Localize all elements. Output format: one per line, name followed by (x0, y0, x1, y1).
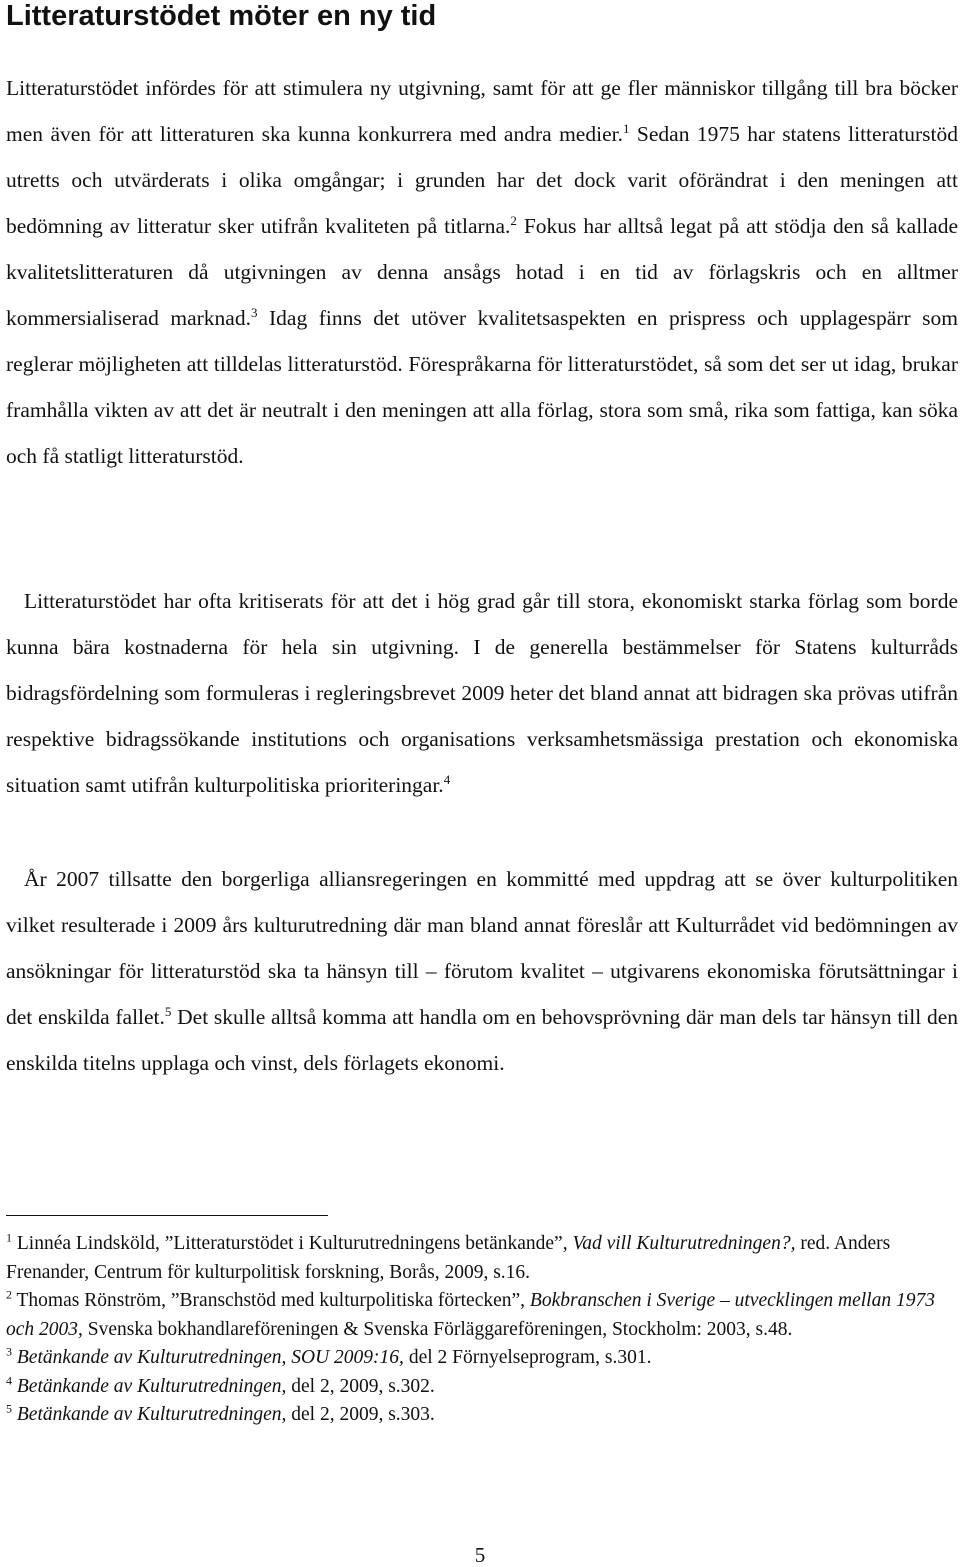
footnote-reference-2: 2 (510, 212, 517, 228)
footnotes (6, 1230, 946, 1430)
footnote-title: Vad vill Kulturutredningen?, (572, 1233, 796, 1254)
footnote-title: Betänkande av Kulturutredningen, (16, 1375, 287, 1397)
footnote-number: 2 (6, 1287, 12, 1302)
paragraph-text: Litteraturstödet infördes för att stimulera ny utgivning, samt för att ge fler människor tillgång till bra böcker men även för att litteraturen ska kunna konkurrera med andra medier. (6, 76, 958, 146)
footnote-reference-3: 3 (250, 304, 258, 320)
section-heading: Litteraturstödet möter en ny tid (6, 0, 437, 32)
footnote-text: Linnéa Lindsköld, ”Litteraturstödet i Kulturutredningens betänkande”, (12, 1233, 573, 1254)
page-number: 5 (474, 1543, 486, 1567)
footnote-title: Bokbranschen i Sverige – utvecklingen mellan 1973 och 2003, (6, 1290, 935, 1340)
paragraph-text: Litteraturstödet har ofta kritiserats för att det i hög grad går till stora, ekonomiskt starka förlag som borde kunna bära kostnaderna för hela sin utgivning. I de generella bestämmelser för Statens kulturråds bidragsfördelning som formuleras i regleringsbrevet 2009 heter det bland annat att bidragen ska prövas utifrån respektive bidragssökande institutions och organisations verksamhetsmässiga prestation och ekonomiska situation samt utifrån kulturpolitiska prioriteringar. (6, 589, 958, 797)
footnote-3 (6, 1344, 946, 1373)
footnote-1 (6, 1230, 946, 1287)
footnote-title: Betänkande av Kulturutredningen, (16, 1404, 287, 1425)
footnote-text: del 2, 2009, s.303. (286, 1404, 435, 1425)
footnote-text: red. Anders Frenander, Centrum för kulturpolitisk forskning, Borås, 2009, s.16. (6, 1233, 891, 1283)
paragraph-text: Det skulle alltså komma att handla om en behovsprövning där man dels tar hänsyn till den enskilda titelns upplaga och vinst, dels förlagets ekonomi. (6, 1005, 958, 1075)
footnote-number: 3 (6, 1344, 12, 1359)
footnote-5 (6, 1401, 946, 1430)
footnote-text: del 2, 2009, s.302. (286, 1375, 435, 1397)
footnote-reference-5: 5 (164, 1003, 172, 1019)
footnote-number: 1 (6, 1230, 12, 1245)
footnote-number: 5 (6, 1401, 12, 1416)
paragraph-text: År 2007 tillsatte den borgerliga alliansregeringen en kommitté med uppdrag att se över kulturpolitiken vilket resulterade i 2009 års kulturutredning där man bland annat föreslår att Kulturrådet vid bedömningen av ansökningar för litteraturstöd ska ta hänsyn till – förutom kvalitet – utgivarens ekonomiska förutsättningar i det enskilda fallet. (6, 867, 958, 1029)
footnote-text: Svenska bokhandlareföreningen & Svenska Förläggareföreningen, Stockholm: 2003, s.48. (82, 1318, 793, 1340)
body-paragraph-2 (6, 578, 958, 808)
footnote-separator (6, 1215, 328, 1216)
footnote-reference-4: 4 (443, 771, 451, 787)
footnote-title: Betänkande av Kulturutredningen, SOU 2009:16, (16, 1347, 404, 1368)
footnote-4 (6, 1373, 946, 1402)
body-paragraph-1 (6, 65, 958, 479)
paragraph-text: Sedan 1975 har statens litteraturstöd utretts och utvärderats i olika omgångar; i grunden har det dock varit oförändrat i den meningen att bedömning av litteratur sker utifrån kvaliteten på titlarna. (6, 122, 959, 238)
footnote-2 (6, 1287, 946, 1344)
footnote-number: 4 (6, 1373, 12, 1387)
footnote-reference-1: 1 (622, 120, 630, 136)
paragraph-text: Idag finns det utöver kvalitetsaspekten en prispress och upplagespärr som reglerar möjligheten att tilldelas litteraturstöd. Förespråkarna för litteraturstödet, så som det ser ut idag, brukar framhålla vikten av att det är neutralt i den meningen att alla förlag, stora som små, rika som fattiga, kan söka och få statligt litteraturstöd. (6, 306, 959, 468)
footnote-text: del 2 Förnyelseprogram, s.301. (403, 1347, 652, 1368)
body-paragraph-3 (6, 856, 958, 1086)
paragraph-text: Fokus har alltså legat på att stödja den så kallade kvalitetslitteraturen då utgivningen av denna ansågs hotad i en tid av förlagskris och en alltmer kommersialiserad marknad. (6, 214, 958, 330)
footnote-text: Thomas Rönström, ”Branschstöd med kulturpolitiska förtecken”, (12, 1290, 530, 1311)
